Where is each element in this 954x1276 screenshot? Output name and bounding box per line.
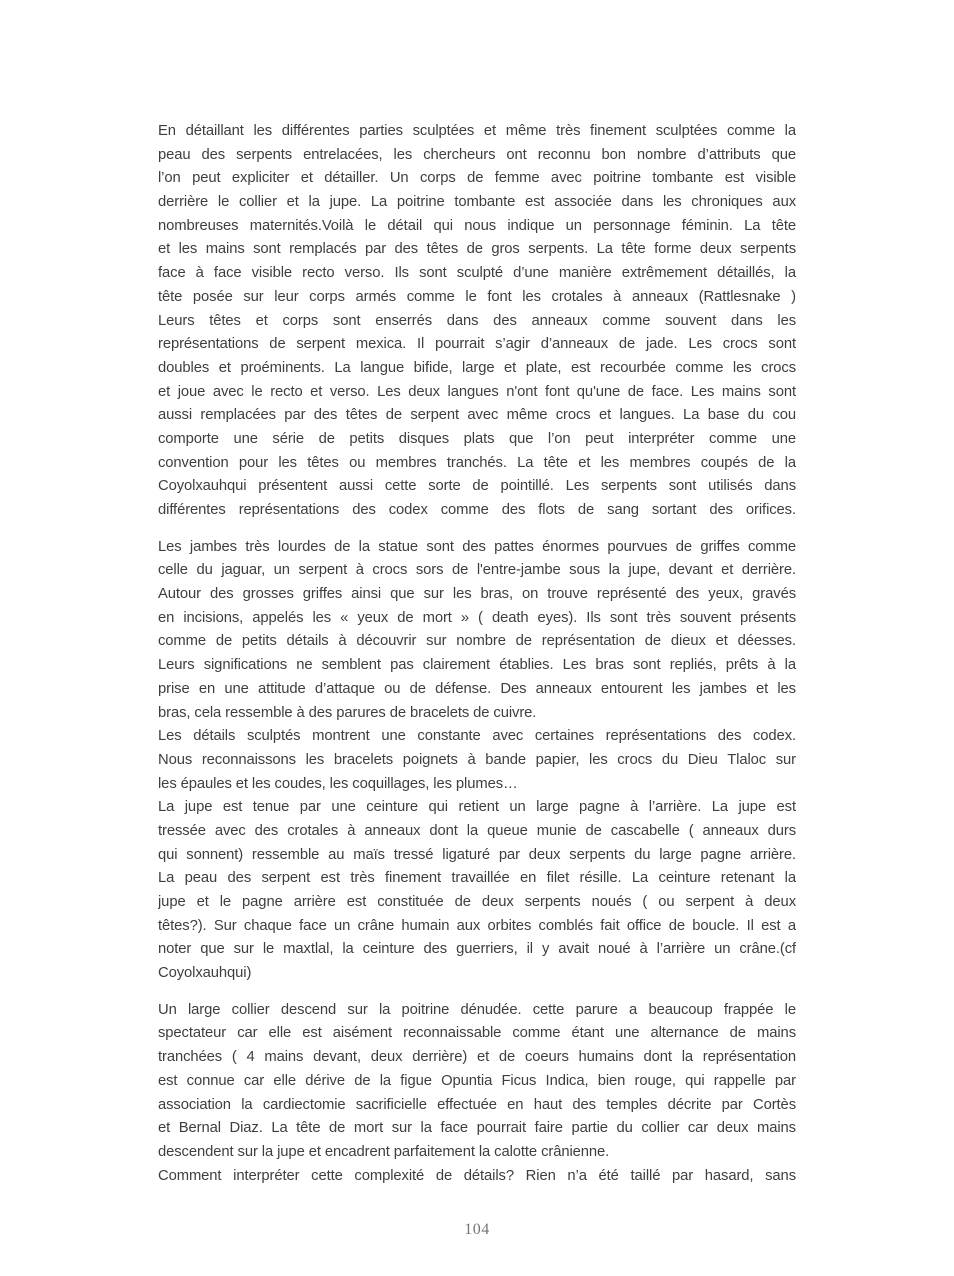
text-line: nombreuses maternités.Voilà le détail qui nous indique un personnage féminin. La tête xyxy=(158,217,796,234)
text-line: Coyolxauhqui présentent aussi cette sorte de pointillé. Les serpents sont utilisés dans xyxy=(158,478,796,495)
text-line: peau des serpents entrelacées, les chercheurs ont reconnu bon nombre d’attributs que xyxy=(158,146,796,163)
paragraph xyxy=(158,536,796,986)
text-line: est connue car elle dérive de la figue Opuntia Ficus Indica, bien rouge, qui rappelle par xyxy=(158,1072,796,1089)
text-line: Coyolxauhqui) xyxy=(158,965,252,982)
text-line: derrière le collier et la jupe. La poitrine tombante est associée dans les chroniques aux xyxy=(158,194,796,211)
page-number: 104 xyxy=(464,1221,490,1238)
paragraph xyxy=(158,999,796,1189)
text-line: Les jambes très lourdes de la statue sont des pattes énormes pourvues de griffes comme xyxy=(158,538,796,555)
text-line: qui sonnent) ressemble au maïs tressé ligaturé par deux serpents du large pagne arrière. xyxy=(158,846,796,863)
text-line: association la cardiectomie sacrificielle effectuée en haut des temples décrite par Cortès xyxy=(158,1096,796,1113)
text-line: Nous reconnaissons les bracelets poignets à bande papier, les crocs du Dieu Tlaloc sur xyxy=(158,751,796,768)
text-line: convention pour les têtes ou membres tranchés. La tête et les membres coupés de la xyxy=(158,454,796,471)
text-line: représentations de serpent mexica. Il pourrait s’agir d’anneaux de jade. Les crocs sont xyxy=(158,336,796,353)
text-line: jupe et le pagne arrière est constituée de deux serpents noués ( ou serpent à deux xyxy=(158,894,796,910)
text-line: tressée avec des crotales à anneaux dont la queue munie de cascabelle ( anneaux durs xyxy=(158,822,796,839)
text-line: En détaillant les différentes parties sculptées et même très finement sculptées comme la xyxy=(158,123,796,139)
text-line: noter que sur le maxtlal, la ceinture des guerriers, il y avait noué à l’arrière un crâne.(cf xyxy=(158,941,796,958)
text-line: tranchées ( 4 mains devant, deux derrière) et de coeurs humains dont la représentation xyxy=(158,1049,796,1066)
text-line: l’on peut expliciter et détailler. Un corps de femme avec poitrine tombante est visible xyxy=(158,170,796,187)
text-line: les épaules et les coudes, les coquillages, les plumes… xyxy=(158,775,518,792)
text-line: comporte une série de petits disques plats que l’on peut interpréter comme une xyxy=(158,430,796,447)
text-line: Leurs têtes et corps sont enserrés dans des anneaux comme souvent dans les xyxy=(158,312,796,329)
text-line: et joue avec le recto et verso. Les deux langues n'ont font qu'une de face. Les mains sont xyxy=(158,383,796,400)
text-line: prise en une attitude d’attaque ou de défense. Des anneaux entourent les jambes et les xyxy=(158,680,796,697)
text-line: La jupe est tenue par une ceinture qui retient un large pagne à l’arrière. La jupe est xyxy=(158,799,796,816)
text-line: comme de petits détails à découvrir sur nombre de représentation de dieux et déesses. xyxy=(158,633,796,650)
paragraph xyxy=(158,120,796,523)
text-line: Autour des grosses griffes ainsi que sur les bras, on trouve représenté des yeux, gravés xyxy=(158,586,796,603)
text-line: en incisions, appelés les « yeux de mort » ( death eyes). Ils sont très souvent présents xyxy=(158,609,796,626)
text-line: tête posée sur leur corps armés comme le font les crotales à anneaux (Rattlesnake ) xyxy=(158,288,796,305)
text-line: Un large collier descend sur la poitrine dénudée. cette parure a beaucoup frappée le xyxy=(158,1001,796,1018)
text-line: descendent sur la jupe et encadrent parfaitement la calotte crânienne. xyxy=(158,1143,610,1160)
text-line: bras, cela ressemble à des parures de bracelets de cuivre. xyxy=(158,704,537,721)
text-line: et les mains sont remplacés par des têtes de gros serpents. La tête forme deux serpents xyxy=(158,241,796,258)
text-line: spectateur car elle est aisément reconnaissable comme étant une alternance de mains xyxy=(158,1025,796,1042)
text-line: celle du jaguar, un serpent à crocs sors de l'entre-jambe sous la jupe, devant et derrière. xyxy=(158,562,796,579)
text-line: doubles et proéminents. La langue bifide, large et plate, est recourbée comme les crocs xyxy=(158,359,796,376)
text-line: Les détails sculptés montrent une constante avec certaines représentations des codex. xyxy=(158,728,796,745)
text-line: aussi remplacées par des têtes de serpent avec même crocs et langues. La base du cou xyxy=(158,407,796,424)
text-line: différentes représentations des codex comme des flots de sang sortant des orifices. xyxy=(158,502,796,518)
text-line: Leurs significations ne semblent pas clairement établies. Les bras sont repliés, prêts à la xyxy=(158,657,796,674)
text-line: face à face visible recto verso. Ils sont sculpté d’une manière extrêmement détaillés, la xyxy=(158,265,796,282)
text-line: et Bernal Diaz. La tête de mort sur la face pourrait faire partie du collier car deux mains xyxy=(158,1120,796,1137)
text-line: La peau des serpent est très finement travaillée en filet résille. La ceinture retenant la xyxy=(158,870,796,887)
text-block xyxy=(158,120,796,1188)
text-line: Comment interpréter cette complexité de détails? Rien n’a été taillé par hasard, sans xyxy=(158,1167,796,1184)
text-line: têtes?). Sur chaque face un crâne humain aux orbites comblés fait office de boucle. Il est a xyxy=(158,917,796,934)
